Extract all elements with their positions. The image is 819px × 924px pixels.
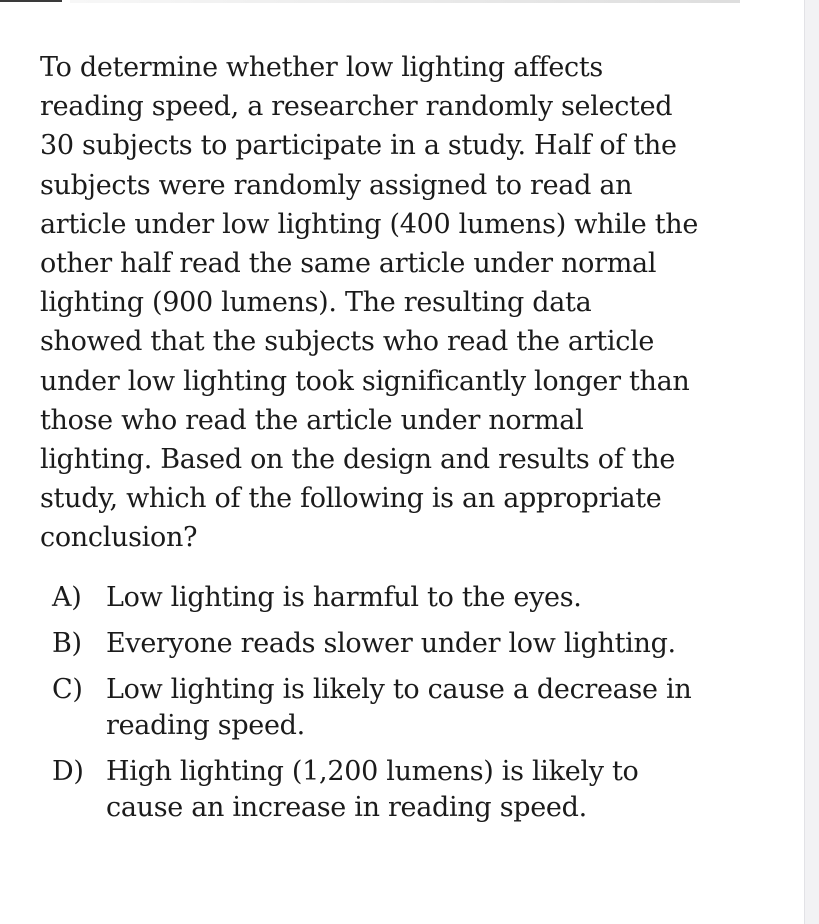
choice-d[interactable] [40, 754, 730, 826]
choice-letter: C) [52, 673, 83, 705]
question-line: study, which of the following is an appropriate [40, 483, 662, 515]
question-line: subjects were randomly assigned to read an [40, 169, 633, 201]
question-line: article under low lighting (400 lumens) while the [40, 208, 699, 240]
choice-text: Low lighting is harmful to the eyes. [106, 581, 582, 613]
page-right-edge [804, 0, 819, 924]
question-line: reading speed, a researcher randomly selected [40, 91, 673, 123]
question-line: lighting (900 lumens). The resulting data [40, 287, 592, 319]
choice-letter: B) [52, 627, 82, 659]
question-line: showed that the subjects who read the article [40, 326, 655, 358]
choice-b[interactable] [40, 626, 730, 662]
choice-text: Everyone reads slower under low lighting. [106, 627, 676, 659]
answer-choices [40, 580, 730, 826]
choice-letter: D) [52, 755, 84, 787]
question-line: those who read the article under normal [40, 404, 584, 436]
question-page [40, 48, 730, 836]
question-line: under low lighting took significantly longer than [40, 365, 690, 397]
top-rule [0, 0, 62, 2]
question-line: other half read the same article under normal [40, 248, 657, 280]
question-stem [40, 48, 730, 558]
choice-letter: A) [52, 581, 82, 613]
question-line: 30 subjects to participate in a study. Half of the [40, 130, 677, 162]
choice-c[interactable] [40, 672, 730, 744]
question-line: conclusion? [40, 522, 198, 554]
top-faded-edge [70, 0, 740, 3]
choice-text: Low lighting is likely to cause a decrease in reading speed. [106, 673, 692, 741]
question-line: To determine whether low lighting affects [40, 52, 603, 83]
choice-a[interactable] [40, 580, 730, 616]
question-line: lighting. Based on the design and results of the [40, 444, 675, 476]
choice-text: High lighting (1,200 lumens) is likely to cause an increase in reading speed. [106, 755, 639, 823]
